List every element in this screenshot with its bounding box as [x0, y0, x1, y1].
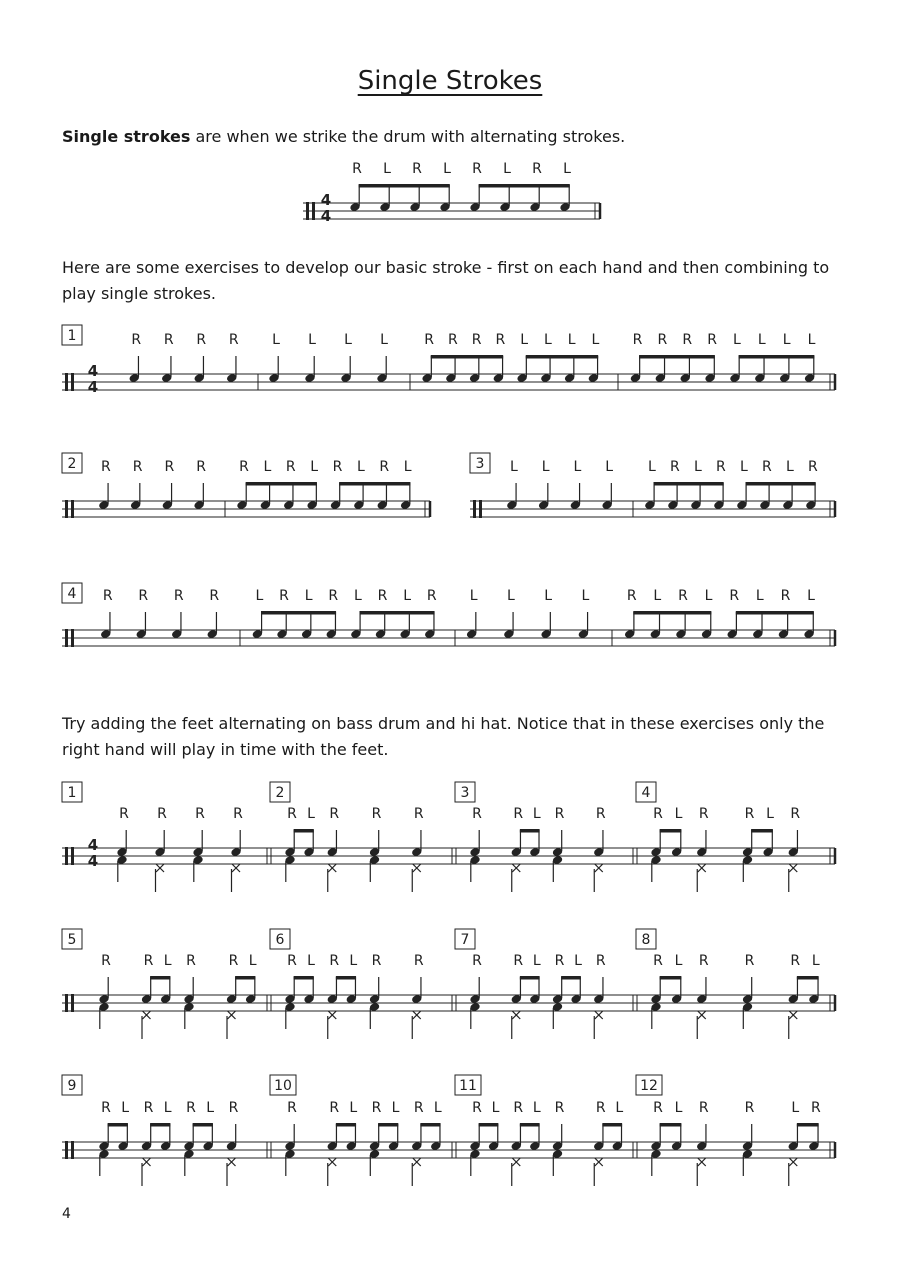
sticking-label: L	[605, 459, 614, 475]
sticking-label: L	[532, 953, 541, 969]
feet-exercise-10	[270, 1075, 456, 1186]
sticking-label: R	[287, 806, 297, 822]
sticking-label: R	[228, 1100, 239, 1116]
sticking-label: R	[101, 953, 111, 969]
sticking-label: R	[790, 953, 801, 969]
sticking-label: L	[121, 1100, 130, 1116]
sticking-label: R	[209, 588, 220, 604]
sticking-label: R	[157, 806, 167, 822]
note-beam	[660, 1123, 682, 1127]
sticking-label: R	[513, 806, 524, 822]
note-beam	[359, 611, 434, 615]
sticking-label: L	[349, 1100, 358, 1116]
sticking-label: L	[403, 588, 412, 604]
percussion-clef-icon	[479, 500, 482, 518]
percussion-clef-icon	[65, 629, 68, 647]
sticking-label: L	[307, 806, 315, 822]
sticking-label: L	[807, 588, 815, 604]
sticking-label: L	[353, 588, 362, 604]
note-beam	[378, 1123, 398, 1127]
sticking-label: L	[541, 459, 550, 475]
percussion-clef-icon	[312, 202, 315, 220]
sticking-label: L	[615, 1100, 624, 1116]
sticking-label: R	[810, 1100, 821, 1116]
note-beam	[420, 1123, 440, 1127]
note-beam	[797, 1123, 819, 1127]
note-beam	[235, 976, 255, 980]
sticking-label: R	[329, 806, 340, 822]
sticking-label: R	[102, 588, 113, 604]
percussion-clef-icon	[306, 202, 309, 220]
sticking-label: R	[762, 459, 772, 475]
sticking-label: L	[811, 953, 820, 969]
sticking-label: L	[755, 588, 764, 604]
exercise-number: 3	[475, 456, 485, 472]
sticking-label: L	[308, 332, 316, 348]
sticking-label: L	[532, 1100, 541, 1116]
note-beam	[602, 1123, 622, 1127]
exercise-number: 4	[641, 785, 651, 801]
percussion-clef-icon	[71, 847, 74, 865]
sticking-label: L	[310, 459, 319, 475]
percussion-clef-icon	[71, 500, 74, 518]
sticking-label: R	[532, 161, 542, 177]
note-beam	[797, 976, 819, 980]
sticking-label: L	[653, 588, 662, 604]
note-beam	[336, 1123, 356, 1127]
sticking-label: L	[433, 1100, 442, 1116]
exercise-number: 12	[640, 1078, 658, 1094]
sticking-label: R	[595, 953, 606, 969]
sticking-label: L	[567, 332, 576, 348]
time-signature-bottom: 4	[320, 207, 332, 225]
note-beam	[336, 976, 356, 980]
sticking-label: R	[196, 459, 206, 475]
feet-exercise-6	[270, 929, 456, 1039]
sticking-label: L	[544, 588, 553, 604]
sticking-label: R	[287, 953, 297, 969]
note-beam	[339, 482, 410, 486]
example-staff	[303, 161, 600, 225]
sticking-label: R	[424, 332, 434, 348]
sticking-label: R	[101, 1100, 111, 1116]
note-beam	[736, 611, 814, 615]
sticking-label: L	[574, 953, 582, 969]
sticking-label: R	[471, 332, 482, 348]
page-title: Single Strokes	[357, 66, 543, 96]
sticking-label: L	[785, 459, 794, 475]
note-beam	[660, 976, 682, 980]
time-signature-bottom: 4	[87, 852, 99, 870]
time-signature-bottom: 4	[87, 378, 99, 396]
sticking-label: R	[196, 332, 207, 348]
sticking-label: L	[491, 1100, 500, 1116]
sticking-label: R	[173, 588, 184, 604]
sticking-label: R	[670, 459, 680, 475]
sticking-label: R	[285, 459, 296, 475]
sticking-label: R	[329, 953, 340, 969]
note-beam	[359, 184, 450, 188]
note-beam	[739, 355, 815, 359]
feet-exercise-11	[455, 1075, 637, 1186]
sticking-label: R	[472, 1100, 482, 1116]
sticking-label: L	[733, 332, 741, 348]
percussion-clef-icon	[71, 629, 74, 647]
sticking-label: R	[412, 161, 422, 177]
sticking-label: R	[472, 806, 482, 822]
sticking-label: R	[729, 588, 740, 604]
percussion-clef-icon	[71, 994, 74, 1012]
time-signature-top: 4	[87, 836, 99, 854]
sticking-label: L	[206, 1100, 215, 1116]
sticking-label: R	[332, 459, 343, 475]
sticking-label: R	[426, 588, 437, 604]
sticking-label: R	[513, 953, 524, 969]
sticking-label: R	[716, 459, 726, 475]
sticking-label: L	[506, 588, 515, 604]
sticking-label: L	[674, 953, 683, 969]
sticking-label: L	[782, 332, 791, 348]
sticking-label: R	[632, 332, 643, 348]
sticking-label: R	[554, 953, 565, 969]
sticking-label: R	[448, 332, 458, 348]
note-beam	[108, 1123, 128, 1127]
sticking-label: L	[469, 588, 478, 604]
sticking-label: L	[704, 588, 713, 604]
sticking-label: R	[808, 459, 818, 475]
note-beam	[526, 355, 598, 359]
note-beam	[150, 976, 170, 980]
sticking-label: L	[520, 332, 529, 348]
note-beam	[633, 611, 711, 615]
sticking-label: R	[413, 806, 424, 822]
exercise-number: 5	[67, 932, 77, 948]
sticking-label: L	[349, 953, 358, 969]
feet-exercise-2	[270, 782, 456, 892]
sticking-label: R	[143, 953, 154, 969]
sticking-label: L	[807, 332, 816, 348]
sticking-label: R	[698, 1100, 709, 1116]
sticking-label: R	[287, 1100, 297, 1116]
sticking-label: L	[532, 806, 541, 822]
note-beam	[261, 611, 336, 615]
sticking-label: R	[279, 588, 289, 604]
exercise-number: 4	[67, 586, 77, 602]
exercises-intro-paragraph: Here are some exercises to develop our basic stroke - first on each hand and then combining to play single strokes.	[62, 258, 830, 303]
sticking-label: R	[101, 459, 111, 475]
sticking-label: R	[163, 332, 174, 348]
sticking-label: L	[693, 459, 702, 475]
sticking-label: R	[626, 588, 637, 604]
feet-exercise-4	[636, 782, 835, 892]
hand-exercise-2	[62, 453, 430, 518]
sticking-label: L	[383, 161, 391, 177]
sticking-label: L	[344, 332, 352, 348]
percussion-clef-icon	[65, 500, 68, 518]
time-signature-top: 4	[320, 191, 332, 209]
sticking-label: L	[503, 161, 511, 177]
sticking-label: R	[371, 1100, 382, 1116]
sticking-label: R	[233, 806, 243, 822]
sticking-label: R	[379, 459, 390, 475]
sticking-label: L	[391, 1100, 400, 1116]
note-beam	[520, 976, 540, 980]
sticking-label: R	[495, 332, 506, 348]
exercise-number: 8	[641, 932, 651, 948]
sticking-label: R	[371, 806, 382, 822]
sticking-label: R	[682, 332, 693, 348]
sticking-label: L	[647, 459, 656, 475]
note-beam	[431, 355, 503, 359]
hand-exercise-4	[62, 583, 835, 647]
percussion-clef-icon	[65, 994, 68, 1012]
note-beam	[520, 829, 540, 833]
sticking-label: L	[791, 1100, 800, 1116]
sticking-label: R	[228, 953, 239, 969]
sticking-label: L	[573, 459, 582, 475]
percussion-clef-icon	[473, 500, 476, 518]
percussion-clef-icon	[65, 373, 68, 391]
sticking-label: R	[653, 1100, 663, 1116]
intro-text: are when we strike the drum with alternating strokes.	[190, 127, 626, 146]
sticking-label: R	[131, 332, 142, 348]
sticking-label: L	[766, 806, 774, 822]
sticking-label: R	[472, 953, 482, 969]
sticking-label: L	[581, 588, 590, 604]
percussion-clef-icon	[65, 1141, 68, 1159]
sticking-label: L	[591, 332, 600, 348]
sticking-label: R	[413, 953, 424, 969]
sticking-label: R	[707, 332, 717, 348]
exercise-number: 10	[274, 1078, 292, 1094]
sticking-label: L	[248, 953, 257, 969]
hand-exercise-1	[62, 325, 835, 396]
exercise-number: 2	[67, 456, 77, 472]
sticking-label: L	[509, 459, 518, 475]
sticking-label: R	[413, 1100, 424, 1116]
sticking-label: L	[563, 161, 571, 177]
sticking-label: R	[653, 953, 663, 969]
sticking-label: L	[272, 332, 280, 348]
sticking-label: R	[186, 953, 196, 969]
sticking-label: R	[143, 1100, 154, 1116]
feet-exercise-3	[455, 782, 637, 892]
note-beam	[561, 976, 581, 980]
note-beam	[660, 829, 682, 833]
note-beam	[520, 1123, 540, 1127]
note-beam	[639, 355, 715, 359]
sticking-label: R	[371, 953, 382, 969]
note-beam	[150, 1123, 170, 1127]
sticking-label: R	[554, 1100, 565, 1116]
sticking-label: R	[138, 588, 149, 604]
sticking-label: L	[674, 806, 683, 822]
note-beam	[746, 482, 816, 486]
sticking-label: R	[239, 459, 249, 475]
sticking-label: R	[513, 1100, 524, 1116]
sticking-label: L	[307, 953, 315, 969]
note-beam	[479, 184, 570, 188]
sticking-label: R	[329, 1100, 340, 1116]
sticking-label: R	[195, 806, 205, 822]
page-number: 4	[62, 1206, 71, 1222]
time-signature-top: 4	[87, 362, 99, 380]
exercise-number: 11	[459, 1078, 477, 1094]
feet-exercise-9	[62, 1075, 835, 1186]
sticking-label: R	[352, 161, 362, 177]
note-beam	[294, 829, 314, 833]
sticking-label: R	[653, 806, 663, 822]
feet-exercise-8	[636, 929, 835, 1039]
note-beam	[193, 1123, 213, 1127]
percussion-clef-icon	[65, 847, 68, 865]
sticking-label: L	[356, 459, 365, 475]
exercise-number: 2	[275, 785, 285, 801]
sticking-label: R	[698, 953, 709, 969]
sticking-label: R	[164, 459, 175, 475]
exercise-number: 1	[67, 785, 77, 801]
sticking-label: L	[255, 588, 264, 604]
feet-exercise-1	[62, 782, 835, 892]
sticking-label: L	[739, 459, 748, 475]
sticking-label: L	[263, 459, 272, 475]
sticking-label: L	[163, 953, 172, 969]
sticking-label: R	[657, 332, 668, 348]
sticking-label: L	[543, 332, 552, 348]
sticking-label: R	[744, 806, 755, 822]
percussion-clef-icon	[71, 373, 74, 391]
sticking-label: R	[554, 806, 565, 822]
sticking-label: L	[443, 161, 451, 177]
sticking-label: L	[304, 588, 313, 604]
feet-intro-paragraph: Try adding the feet alternating on bass drum and hi hat. Notice that in these exercises only the right hand will play in time with the feet.	[62, 714, 825, 759]
exercise-number: 6	[275, 932, 285, 948]
exercise-number: 7	[460, 932, 470, 948]
sticking-label: L	[380, 332, 388, 348]
intro-bold-term: Single strokes	[62, 127, 191, 146]
sticking-label: R	[132, 459, 143, 475]
sticking-label: L	[163, 1100, 172, 1116]
feet-exercise-7	[455, 929, 637, 1039]
sticking-label: R	[744, 1100, 755, 1116]
sticking-label: R	[186, 1100, 196, 1116]
sticking-label: R	[744, 953, 755, 969]
sticking-label: R	[119, 806, 129, 822]
note-beam	[479, 1123, 499, 1127]
exercise-number: 3	[460, 785, 470, 801]
sticking-label: R	[377, 588, 388, 604]
note-beam	[751, 829, 773, 833]
hand-exercise-3	[470, 453, 835, 518]
sticking-label: L	[403, 459, 412, 475]
feet-exercise-12	[636, 1075, 835, 1186]
sticking-label: R	[595, 806, 606, 822]
sticking-label: R	[328, 588, 339, 604]
note-beam	[654, 482, 724, 486]
sticking-label: R	[678, 588, 688, 604]
percussion-clef-icon	[71, 1141, 74, 1159]
sticking-label: R	[472, 161, 482, 177]
sticking-label: L	[674, 1100, 683, 1116]
sticking-label: R	[790, 806, 801, 822]
sticking-label: R	[698, 806, 709, 822]
sticking-label: R	[595, 1100, 606, 1116]
sticking-label: R	[780, 588, 791, 604]
note-beam	[294, 976, 314, 980]
exercise-number: 9	[67, 1078, 77, 1094]
note-beam	[246, 482, 317, 486]
exercise-number: 1	[67, 328, 77, 344]
feet-exercise-5	[62, 929, 835, 1039]
sticking-label: L	[757, 332, 766, 348]
sticking-label: R	[228, 332, 239, 348]
